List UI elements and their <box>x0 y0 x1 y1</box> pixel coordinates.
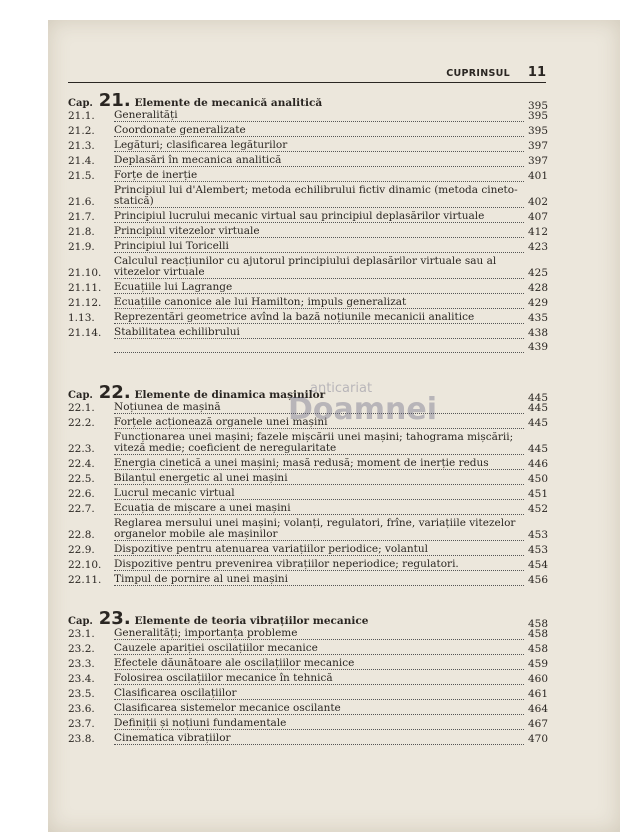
section-page: 454 <box>527 559 548 571</box>
toc-entry <box>68 282 548 294</box>
chapter-number: 23. <box>98 608 131 629</box>
section-title: Clasificarea sistemelor mecanice oscilante <box>114 703 524 715</box>
toc-entry <box>68 417 548 429</box>
section-page: 397 <box>527 140 548 152</box>
section-page: 445 <box>527 402 548 414</box>
section-page: 451 <box>527 488 548 500</box>
section-title: Coordonate generalizate <box>114 125 524 137</box>
section-number: 23.7. <box>68 718 95 730</box>
section-title: Principiul vitezelor virtuale <box>114 226 524 238</box>
toc-entry <box>68 241 548 253</box>
section-title: Principiul lui Toricelli <box>114 241 524 253</box>
section-page: 446 <box>527 458 548 470</box>
toc-entry <box>68 170 548 182</box>
section-number: 21.4. <box>68 155 95 167</box>
section-title: Ecuațiile canonice ale lui Hamilton; impuls generalizat <box>114 297 524 309</box>
section-page: 397 <box>527 155 548 167</box>
toc-entry <box>68 703 548 715</box>
section-number: 23.6. <box>68 703 95 715</box>
watermark-line-2: Doamnei <box>288 392 438 427</box>
toc-entry <box>68 673 548 685</box>
section-number: 23.3. <box>68 658 95 670</box>
section-title: Energia cinetică a unei mașini; masă redusă; moment de inerție redus <box>114 458 524 470</box>
section-title: Deplasări în mecanica analitică <box>114 155 524 167</box>
section-title: Generalități <box>114 110 524 122</box>
section-title: Folosirea oscilațiilor mecanice în tehnică <box>114 673 524 685</box>
section-number: 23.4. <box>68 673 95 685</box>
section-title: Ecuațiile lui Lagrange <box>114 282 524 294</box>
section-number: 23.8. <box>68 733 95 745</box>
section-page: 453 <box>527 544 548 556</box>
section-number: 21.7. <box>68 211 95 223</box>
chapter-title: Elemente de mecanică analitică <box>134 97 323 109</box>
toc-entry <box>68 342 548 353</box>
section-number: 21.2. <box>68 125 95 137</box>
section-page: 425 <box>527 267 548 279</box>
toc-entry <box>68 432 548 455</box>
section-title: Cauzele apariției oscilațiilor mecanice <box>114 643 524 655</box>
section-page: 429 <box>527 297 548 309</box>
section-page: 458 <box>527 628 548 640</box>
section-page: 439 <box>527 341 548 353</box>
chapter-page: 445 <box>527 392 548 404</box>
toc-chapter <box>68 382 548 589</box>
section-title: Lucrul mecanic virtual <box>114 488 524 500</box>
toc-entry <box>68 402 548 414</box>
toc-entry <box>68 688 548 700</box>
section-page: 412 <box>527 226 548 238</box>
section-number: 22.10. <box>68 559 102 571</box>
running-title: CUPRINSUL <box>446 68 510 79</box>
section-page: 452 <box>527 503 548 515</box>
toc-entry <box>68 155 548 167</box>
toc-entry <box>68 733 548 745</box>
chapter-cap-label: Cap. <box>68 98 93 109</box>
section-number: 23.5. <box>68 688 95 700</box>
chapter-heading <box>68 382 548 402</box>
chapter-page: 395 <box>527 100 548 112</box>
section-number: 21.9. <box>68 241 95 253</box>
section-number: 21.14. <box>68 327 102 339</box>
section-number: 22.2. <box>68 417 95 429</box>
section-title: Efectele dăunătoare ale oscilațiilor mecanice <box>114 658 524 670</box>
section-title: Ecuația de mișcare a unei mașini <box>114 503 524 515</box>
section-page: 435 <box>527 312 548 324</box>
section-title: Reglarea mersului unei mașini; volanți, regulatori, frîne, variațiile vitezelor organelor mobile ale mașinilor <box>114 518 524 541</box>
section-title: Cinematica vibrațiilor <box>114 733 524 745</box>
section-title: Dispozitive pentru atenuarea variațiilor periodice; volantul <box>114 544 524 556</box>
watermark-line-1: anticariat <box>310 381 373 396</box>
section-page: 395 <box>527 125 548 137</box>
section-page: 428 <box>527 282 548 294</box>
chapter-title: Elemente de teoria vibrațiilor mecanice <box>134 615 369 627</box>
toc-entry <box>68 110 548 122</box>
section-page: 402 <box>527 196 548 208</box>
section-title: Bilanțul energetic al unei mașini <box>114 473 524 485</box>
toc-entry <box>68 473 548 485</box>
section-page: 445 <box>527 417 548 429</box>
section-number: 21.3. <box>68 140 95 152</box>
section-page: 450 <box>527 473 548 485</box>
toc-entry <box>68 256 548 279</box>
chapter-heading <box>68 90 548 110</box>
section-number: 22.6. <box>68 488 95 500</box>
section-title: Clasificarea oscilațiilor <box>114 688 524 700</box>
toc-entry <box>68 185 548 208</box>
toc-entry <box>68 125 548 137</box>
toc-entry <box>68 503 548 515</box>
section-page: 459 <box>527 658 548 670</box>
toc-entry <box>68 544 548 556</box>
toc-entry <box>68 658 548 670</box>
section-number: 22.5. <box>68 473 95 485</box>
toc-entry <box>68 312 548 324</box>
section-number: 22.8. <box>68 529 95 541</box>
toc-entry <box>68 211 548 223</box>
section-number: 21.10. <box>68 267 102 279</box>
toc-entry <box>68 488 548 500</box>
section-page: 470 <box>527 733 548 745</box>
section-title: Forțe de inerție <box>114 170 524 182</box>
section-page: 395 <box>527 110 548 122</box>
toc-entry <box>68 297 548 309</box>
section-number: 22.11. <box>68 574 102 586</box>
section-page: 460 <box>527 673 548 685</box>
chapter-cap-label: Cap. <box>68 616 93 627</box>
section-page: 464 <box>527 703 548 715</box>
section-page: 461 <box>527 688 548 700</box>
section-page: 456 <box>527 574 548 586</box>
section-page: 401 <box>527 170 548 182</box>
section-title: Timpul de pornire al unei mașini <box>114 574 524 586</box>
section-number: 22.7. <box>68 503 95 515</box>
section-number: 21.5. <box>68 170 95 182</box>
chapter-cap-label: Cap. <box>68 390 93 401</box>
section-title: Funcționarea unei mașini; fazele mișcării unei mașini; tahograma mișcării; viteză medie; coeficient de neregularitate <box>114 432 524 455</box>
running-header <box>68 65 546 83</box>
toc-entry <box>68 559 548 571</box>
section-number: 21.12. <box>68 297 102 309</box>
section-number: 21.6. <box>68 196 95 208</box>
section-number: 1.13. <box>68 312 95 324</box>
section-page: 453 <box>527 529 548 541</box>
section-page: 438 <box>527 327 548 339</box>
chapter-title: Elemente de dinamica mașinilor <box>134 389 326 401</box>
section-page: 445 <box>527 443 548 455</box>
section-number: 23.1. <box>68 628 95 640</box>
section-title: Principiul lucrului mecanic virtual sau principiul deplasărilor virtuale <box>114 211 524 223</box>
toc-entry <box>68 518 548 541</box>
toc-chapter <box>68 90 548 356</box>
section-title: Dispozitive pentru prevenirea vibrațiilor neperiodice; regulatori. <box>114 559 524 571</box>
toc-entry <box>68 458 548 470</box>
toc-entry <box>68 643 548 655</box>
toc-entry <box>68 628 548 640</box>
toc-entry <box>68 718 548 730</box>
section-title: Noțiunea de mașină <box>114 402 524 414</box>
section-number: 23.2. <box>68 643 95 655</box>
section-title: Principiul lui d'Alembert; metoda echilibrului fictiv dinamic (metoda cineto-statică) <box>114 185 524 208</box>
section-page: 458 <box>527 643 548 655</box>
section-page: 467 <box>527 718 548 730</box>
section-number: 21.1. <box>68 110 95 122</box>
chapter-number: 21. <box>98 90 131 111</box>
section-title: Forțele acționează organele unei mașini <box>114 417 524 429</box>
section-number: 22.3. <box>68 443 95 455</box>
section-title: Definiții și noțiuni fundamentale <box>114 718 524 730</box>
page-number: 11 <box>527 65 546 80</box>
section-number: 21.11. <box>68 282 102 294</box>
section-page: 423 <box>527 241 548 253</box>
toc-entry <box>68 140 548 152</box>
toc-chapter <box>68 608 548 748</box>
toc-entry <box>68 574 548 586</box>
section-page: 407 <box>527 211 548 223</box>
toc-entry <box>68 327 548 339</box>
section-title <box>114 352 524 353</box>
chapter-number: 22. <box>98 382 131 403</box>
section-number: 22.4. <box>68 458 95 470</box>
section-title: Generalități; importanța probleme <box>114 628 524 640</box>
section-title: Legături; clasificarea legăturilor <box>114 140 524 152</box>
section-title: Stabilitatea echilibrului <box>114 327 524 339</box>
section-title: Calculul reacțiunilor cu ajutorul principiului deplasărilor virtuale sau al vitezelor virtuale <box>114 256 524 279</box>
section-number: 21.8. <box>68 226 95 238</box>
toc-entry <box>68 226 548 238</box>
section-number: 22.1. <box>68 402 95 414</box>
chapter-heading <box>68 608 548 628</box>
section-title: Reprezentări geometrice avînd la bază noțiunile mecanicii analitice <box>114 312 524 324</box>
chapter-page: 458 <box>527 618 548 630</box>
section-number: 22.9. <box>68 544 95 556</box>
